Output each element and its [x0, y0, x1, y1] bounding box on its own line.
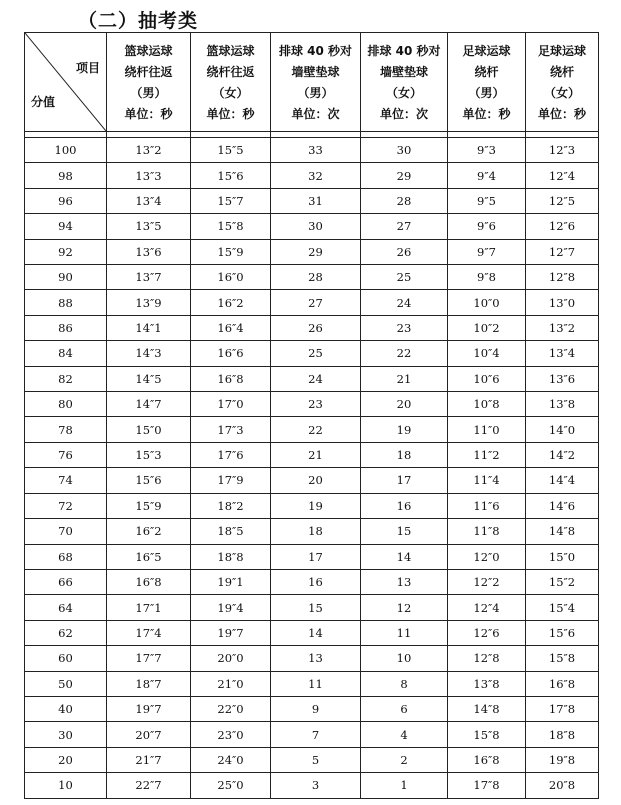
- score-cell: 40: [25, 696, 107, 721]
- volleyball-female-cell: 25: [361, 265, 448, 290]
- corner-header-cell: [25, 33, 107, 132]
- table-row: [25, 544, 599, 569]
- score-table: [24, 32, 599, 799]
- score-cell: 10: [25, 773, 107, 798]
- basketball-male-cell: 14″1: [107, 315, 191, 340]
- volleyball-female-cell: 1: [361, 773, 448, 798]
- football-female-cell: 13″0: [526, 290, 599, 315]
- score-cell: 82: [25, 366, 107, 391]
- football-male-cell: 10″8: [448, 392, 526, 417]
- football-female-cell: 12″4: [526, 163, 599, 188]
- football-male-cell: 17″8: [448, 773, 526, 798]
- volleyball-male-cell: 30: [271, 214, 361, 239]
- basketball-female-cell: 17″3: [191, 417, 271, 442]
- volleyball-female-cell: 12: [361, 595, 448, 620]
- basketball-female-cell: 16″0: [191, 265, 271, 290]
- score-cell: 30: [25, 722, 107, 747]
- column-header: [526, 33, 599, 132]
- volleyball-male-cell: 26: [271, 315, 361, 340]
- volleyball-female-cell: 23: [361, 315, 448, 340]
- column-header: [191, 33, 271, 132]
- score-cell: 78: [25, 417, 107, 442]
- football-female-cell: 12″6: [526, 214, 599, 239]
- football-female-cell: 14″8: [526, 519, 599, 544]
- column-name-line2: 绕杆: [474, 65, 499, 79]
- column-unit: 单位：秒: [462, 107, 511, 121]
- basketball-female-cell: 17″6: [191, 442, 271, 467]
- football-female-cell: 12″7: [526, 239, 599, 264]
- column-unit: 单位：秒: [206, 107, 255, 121]
- column-name-line2: 绕杆往返: [124, 65, 173, 79]
- column-unit: 单位：秒: [537, 107, 586, 121]
- score-cell: 72: [25, 493, 107, 518]
- score-cell: 76: [25, 442, 107, 467]
- volleyball-female-cell: 26: [361, 239, 448, 264]
- column-unit: 单位：次: [291, 107, 340, 121]
- football-male-cell: 10″2: [448, 315, 526, 340]
- volleyball-male-cell: 31: [271, 188, 361, 213]
- football-female-cell: 14″4: [526, 468, 599, 493]
- diagonal-divider: [25, 33, 106, 131]
- volleyball-male-cell: 15: [271, 595, 361, 620]
- column-name-line1: 足球运球: [537, 44, 586, 58]
- football-female-cell: 15″6: [526, 620, 599, 645]
- basketball-male-cell: 21″7: [107, 747, 191, 772]
- football-male-cell: 16″8: [448, 747, 526, 772]
- score-cell: 84: [25, 341, 107, 366]
- basketball-female-cell: 20″0: [191, 646, 271, 671]
- table-row: [25, 595, 599, 620]
- table-row: [25, 392, 599, 417]
- basketball-female-cell: 19″1: [191, 569, 271, 594]
- football-male-cell: 12″8: [448, 646, 526, 671]
- volleyball-female-cell: 24: [361, 290, 448, 315]
- basketball-female-cell: 18″2: [191, 493, 271, 518]
- column-gender: （女）: [212, 86, 249, 100]
- column-name-line1: 足球运球: [462, 44, 511, 58]
- table-row: [25, 341, 599, 366]
- football-male-cell: 12″0: [448, 544, 526, 569]
- basketball-male-cell: 17″7: [107, 646, 191, 671]
- football-female-cell: 13″2: [526, 315, 599, 340]
- volleyball-male-cell: 9: [271, 696, 361, 721]
- column-gender: （男）: [468, 86, 505, 100]
- football-male-cell: 13″8: [448, 671, 526, 696]
- volleyball-male-cell: 11: [271, 671, 361, 696]
- table-row: [25, 468, 599, 493]
- volleyball-female-cell: 6: [361, 696, 448, 721]
- score-cell: 98: [25, 163, 107, 188]
- football-female-cell: 15″8: [526, 646, 599, 671]
- volleyball-female-cell: 11: [361, 620, 448, 645]
- column-gender: （女）: [543, 86, 580, 100]
- score-cell: 80: [25, 392, 107, 417]
- volleyball-female-cell: 21: [361, 366, 448, 391]
- football-male-cell: 15″8: [448, 722, 526, 747]
- basketball-male-cell: 14″7: [107, 392, 191, 417]
- football-male-cell: 11″6: [448, 493, 526, 518]
- score-cell: 70: [25, 519, 107, 544]
- basketball-male-cell: 19″7: [107, 696, 191, 721]
- football-male-cell: 9″3: [448, 138, 526, 163]
- football-male-cell: 9″5: [448, 188, 526, 213]
- football-female-cell: 15″4: [526, 595, 599, 620]
- basketball-female-cell: 19″7: [191, 620, 271, 645]
- football-female-cell: 12″5: [526, 188, 599, 213]
- basketball-male-cell: 13″9: [107, 290, 191, 315]
- basketball-male-cell: 15″6: [107, 468, 191, 493]
- football-female-cell: 15″2: [526, 569, 599, 594]
- column-header: [448, 33, 526, 132]
- volleyball-female-cell: 29: [361, 163, 448, 188]
- basketball-female-cell: 15″5: [191, 138, 271, 163]
- volleyball-female-cell: 4: [361, 722, 448, 747]
- table-row: [25, 366, 599, 391]
- column-unit: 单位：次: [379, 107, 428, 121]
- basketball-female-cell: 24″0: [191, 747, 271, 772]
- score-cell: 66: [25, 569, 107, 594]
- score-cell: 100: [25, 138, 107, 163]
- table-row: [25, 620, 599, 645]
- volleyball-male-cell: 22: [271, 417, 361, 442]
- basketball-male-cell: 15″3: [107, 442, 191, 467]
- football-female-cell: 18″8: [526, 722, 599, 747]
- volleyball-female-cell: 20: [361, 392, 448, 417]
- volleyball-male-cell: 14: [271, 620, 361, 645]
- score-cell: 68: [25, 544, 107, 569]
- table-row: [25, 417, 599, 442]
- football-male-cell: 10″4: [448, 341, 526, 366]
- score-cell: 90: [25, 265, 107, 290]
- score-cell: 20: [25, 747, 107, 772]
- table-row: [25, 671, 599, 696]
- table-header: [25, 33, 599, 132]
- basketball-male-cell: 15″0: [107, 417, 191, 442]
- volleyball-female-cell: 10: [361, 646, 448, 671]
- score-cell: 64: [25, 595, 107, 620]
- football-female-cell: 20″8: [526, 773, 599, 798]
- column-name-line2: 绕杆往返: [206, 65, 255, 79]
- score-cell: 74: [25, 468, 107, 493]
- column-gender: （男）: [130, 86, 167, 100]
- volleyball-male-cell: 19: [271, 493, 361, 518]
- score-cell: 86: [25, 315, 107, 340]
- basketball-male-cell: 13″7: [107, 265, 191, 290]
- column-name-line2: 墙壁垫球: [291, 65, 340, 79]
- table-body: [25, 132, 599, 799]
- football-male-cell: 12″4: [448, 595, 526, 620]
- column-header: [361, 33, 448, 132]
- volleyball-female-cell: 13: [361, 569, 448, 594]
- score-label: 分值: [31, 95, 56, 109]
- column-gender: （男）: [297, 86, 334, 100]
- football-male-cell: 12″2: [448, 569, 526, 594]
- basketball-male-cell: 18″7: [107, 671, 191, 696]
- basketball-female-cell: 23″0: [191, 722, 271, 747]
- table-row: [25, 239, 599, 264]
- basketball-female-cell: 25″0: [191, 773, 271, 798]
- football-female-cell: 19″8: [526, 747, 599, 772]
- basketball-male-cell: 16″2: [107, 519, 191, 544]
- football-female-cell: 14″0: [526, 417, 599, 442]
- basketball-male-cell: 13″2: [107, 138, 191, 163]
- football-male-cell: 11″0: [448, 417, 526, 442]
- volleyball-female-cell: 15: [361, 519, 448, 544]
- column-name-line2: 墙壁垫球: [379, 65, 428, 79]
- basketball-male-cell: 17″1: [107, 595, 191, 620]
- table-row: [25, 493, 599, 518]
- table-row: [25, 696, 599, 721]
- basketball-female-cell: 22″0: [191, 696, 271, 721]
- column-gender: （女）: [385, 86, 422, 100]
- volleyball-male-cell: 17: [271, 544, 361, 569]
- volleyball-female-cell: 27: [361, 214, 448, 239]
- table-row: [25, 188, 599, 213]
- football-female-cell: 14″2: [526, 442, 599, 467]
- score-cell: 50: [25, 671, 107, 696]
- volleyball-female-cell: 18: [361, 442, 448, 467]
- table-row: [25, 747, 599, 772]
- football-female-cell: 13″6: [526, 366, 599, 391]
- volleyball-male-cell: 16: [271, 569, 361, 594]
- volleyball-male-cell: 33: [271, 138, 361, 163]
- basketball-female-cell: 16″2: [191, 290, 271, 315]
- basketball-male-cell: 20″7: [107, 722, 191, 747]
- basketball-female-cell: 16″8: [191, 366, 271, 391]
- table-row: [25, 315, 599, 340]
- column-name-line1: 排球 40 秒对: [278, 44, 353, 58]
- volleyball-male-cell: 20: [271, 468, 361, 493]
- basketball-male-cell: 16″5: [107, 544, 191, 569]
- score-cell: 96: [25, 188, 107, 213]
- football-female-cell: 17″8: [526, 696, 599, 721]
- basketball-female-cell: 17″9: [191, 468, 271, 493]
- volleyball-male-cell: 23: [271, 392, 361, 417]
- column-header: [107, 33, 191, 132]
- basketball-female-cell: 15″9: [191, 239, 271, 264]
- basketball-male-cell: 15″9: [107, 493, 191, 518]
- volleyball-male-cell: 29: [271, 239, 361, 264]
- volleyball-female-cell: 19: [361, 417, 448, 442]
- football-male-cell: 9″7: [448, 239, 526, 264]
- football-female-cell: 13″4: [526, 341, 599, 366]
- score-cell: 94: [25, 214, 107, 239]
- volleyball-female-cell: 8: [361, 671, 448, 696]
- volleyball-female-cell: 2: [361, 747, 448, 772]
- score-cell: 88: [25, 290, 107, 315]
- table-row: [25, 163, 599, 188]
- football-female-cell: 15″0: [526, 544, 599, 569]
- basketball-female-cell: 16″6: [191, 341, 271, 366]
- volleyball-male-cell: 24: [271, 366, 361, 391]
- football-male-cell: 9″8: [448, 265, 526, 290]
- volleyball-male-cell: 27: [271, 290, 361, 315]
- table-row: [25, 290, 599, 315]
- football-male-cell: 12″6: [448, 620, 526, 645]
- basketball-female-cell: 19″4: [191, 595, 271, 620]
- basketball-male-cell: 14″3: [107, 341, 191, 366]
- basketball-female-cell: 18″8: [191, 544, 271, 569]
- table-row: [25, 138, 599, 163]
- basketball-female-cell: 18″5: [191, 519, 271, 544]
- volleyball-male-cell: 3: [271, 773, 361, 798]
- football-male-cell: 10″0: [448, 290, 526, 315]
- basketball-male-cell: 17″4: [107, 620, 191, 645]
- volleyball-female-cell: 30: [361, 138, 448, 163]
- volleyball-female-cell: 17: [361, 468, 448, 493]
- football-female-cell: 12″3: [526, 138, 599, 163]
- column-unit: 单位：秒: [124, 107, 173, 121]
- score-cell: 62: [25, 620, 107, 645]
- basketball-male-cell: 13″3: [107, 163, 191, 188]
- column-name-line1: 篮球运球: [124, 44, 173, 58]
- table-row: [25, 773, 599, 798]
- table-row: [25, 646, 599, 671]
- football-male-cell: 9″6: [448, 214, 526, 239]
- volleyball-male-cell: 5: [271, 747, 361, 772]
- item-label: 项目: [75, 61, 100, 75]
- volleyball-male-cell: 18: [271, 519, 361, 544]
- basketball-female-cell: 16″4: [191, 315, 271, 340]
- basketball-male-cell: 13″5: [107, 214, 191, 239]
- football-male-cell: 10″6: [448, 366, 526, 391]
- score-cell: 60: [25, 646, 107, 671]
- football-male-cell: 14″8: [448, 696, 526, 721]
- volleyball-male-cell: 32: [271, 163, 361, 188]
- football-female-cell: 13″8: [526, 392, 599, 417]
- column-header: [271, 33, 361, 132]
- volleyball-female-cell: 16: [361, 493, 448, 518]
- table-row: [25, 569, 599, 594]
- section-title: （二）抽考类: [78, 10, 199, 32]
- basketball-female-cell: 17″0: [191, 392, 271, 417]
- volleyball-male-cell: 28: [271, 265, 361, 290]
- volleyball-male-cell: 21: [271, 442, 361, 467]
- basketball-female-cell: 15″8: [191, 214, 271, 239]
- football-male-cell: 9″4: [448, 163, 526, 188]
- volleyball-male-cell: 7: [271, 722, 361, 747]
- score-cell: 92: [25, 239, 107, 264]
- football-female-cell: 16″8: [526, 671, 599, 696]
- column-name-line2: 绕杆: [549, 65, 574, 79]
- table-row: [25, 214, 599, 239]
- basketball-male-cell: 16″8: [107, 569, 191, 594]
- volleyball-male-cell: 13: [271, 646, 361, 671]
- volleyball-female-cell: 14: [361, 544, 448, 569]
- table-row: [25, 722, 599, 747]
- table-row: [25, 442, 599, 467]
- basketball-male-cell: 14″5: [107, 366, 191, 391]
- football-female-cell: 12″8: [526, 265, 599, 290]
- football-male-cell: 11″2: [448, 442, 526, 467]
- football-female-cell: 14″6: [526, 493, 599, 518]
- column-name-line1: 排球 40 秒对: [367, 44, 441, 58]
- volleyball-female-cell: 22: [361, 341, 448, 366]
- volleyball-male-cell: 25: [271, 341, 361, 366]
- basketball-female-cell: 15″6: [191, 163, 271, 188]
- column-name-line1: 篮球运球: [206, 44, 255, 58]
- table-row: [25, 265, 599, 290]
- table-row: [25, 519, 599, 544]
- basketball-male-cell: 13″4: [107, 188, 191, 213]
- football-male-cell: 11″8: [448, 519, 526, 544]
- basketball-female-cell: 21″0: [191, 671, 271, 696]
- football-male-cell: 11″4: [448, 468, 526, 493]
- basketball-female-cell: 15″7: [191, 188, 271, 213]
- basketball-male-cell: 22″7: [107, 773, 191, 798]
- volleyball-female-cell: 28: [361, 188, 448, 213]
- basketball-male-cell: 13″6: [107, 239, 191, 264]
